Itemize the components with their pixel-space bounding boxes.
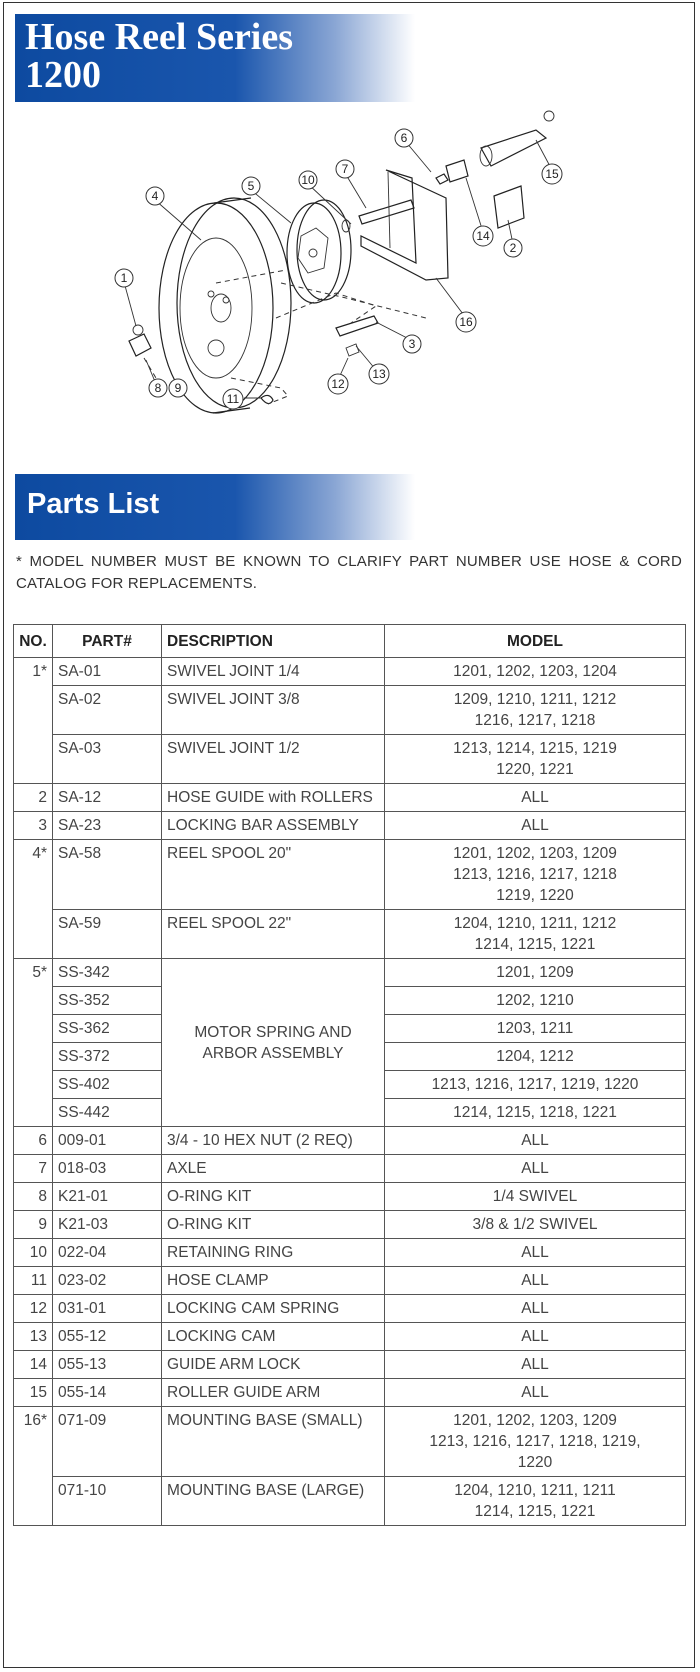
callout-13 [369, 364, 389, 384]
cell-model: ALL [385, 1295, 686, 1323]
cell-no: 5* [14, 959, 53, 1127]
svg-text:11: 11 [226, 392, 240, 406]
cell-part-number: 022-04 [53, 1239, 162, 1267]
cell-description: MOUNTING BASE (SMALL) [162, 1407, 385, 1477]
parts-list-banner [15, 474, 415, 540]
cell-part-number: SS-442 [53, 1099, 162, 1127]
callout-12 [328, 374, 348, 394]
table-row [14, 735, 686, 784]
cell-model: 1202, 1210 [385, 987, 686, 1015]
header-part: PART# [53, 625, 162, 658]
table-row [14, 910, 686, 959]
table-row [14, 1477, 686, 1526]
cell-description: HOSE CLAMP [162, 1267, 385, 1295]
cell-model: ALL [385, 1127, 686, 1155]
cell-part-number: SA-01 [53, 658, 162, 686]
svg-text:7: 7 [341, 162, 349, 176]
cell-model: 1201, 1209 [385, 959, 686, 987]
svg-text:3: 3 [408, 337, 416, 351]
cell-no: 4* [14, 840, 53, 959]
cell-part-number: 071-09 [53, 1407, 162, 1477]
cell-no: 2 [14, 784, 53, 812]
cell-description: REEL SPOOL 20" [162, 840, 385, 910]
cell-part-number: 055-13 [53, 1351, 162, 1379]
cell-part-number: 031-01 [53, 1295, 162, 1323]
cell-no: 12 [14, 1295, 53, 1323]
cell-description: HOSE GUIDE with ROLLERS [162, 784, 385, 812]
svg-text:5: 5 [247, 179, 255, 193]
cell-part-number: SS-342 [53, 959, 162, 987]
cell-part-number: K21-03 [53, 1211, 162, 1239]
cell-no: 9 [14, 1211, 53, 1239]
table-row [14, 1183, 686, 1211]
cell-description: SWIVEL JOINT 1/4 [162, 658, 385, 686]
cell-description: LOCKING CAM [162, 1323, 385, 1351]
table-row [14, 1127, 686, 1155]
table-row [14, 1155, 686, 1183]
model-number-note: * MODEL NUMBER MUST BE KNOWN TO CLARIFY PART NUMBER USE HOSE & CORD CATALOG FOR REPLACEMENTS. [16, 553, 682, 592]
header-no: NO. [14, 625, 53, 658]
table-row [14, 1211, 686, 1239]
parts-list-title: Parts List [27, 488, 160, 520]
table-row [14, 840, 686, 910]
table-row [14, 1295, 686, 1323]
cell-model: ALL [385, 1267, 686, 1295]
cell-description: LOCKING BAR ASSEMBLY [162, 812, 385, 840]
callout-9 [169, 379, 187, 397]
callout-15 [542, 164, 562, 184]
callout-6 [395, 129, 413, 147]
title-line-2: 1200 [25, 54, 101, 96]
cell-no: 7 [14, 1155, 53, 1183]
hose-clamp-drawing [261, 395, 273, 403]
table-row [14, 1239, 686, 1267]
svg-text:13: 13 [372, 367, 386, 381]
cell-description: SWIVEL JOINT 1/2 [162, 735, 385, 784]
cell-description: MOUNTING BASE (LARGE) [162, 1477, 385, 1526]
cell-description: O-RING KIT [162, 1211, 385, 1239]
cell-part-number: 009-01 [53, 1127, 162, 1155]
cell-model: 1/4 SWIVEL [385, 1183, 686, 1211]
cell-model: 1201, 1202, 1203, 1204 [385, 658, 686, 686]
cell-part-number: SA-03 [53, 735, 162, 784]
cell-model: 1213, 1216, 1217, 1219, 1220 [385, 1071, 686, 1099]
cell-model: ALL [385, 1351, 686, 1379]
cell-description: GUIDE ARM LOCK [162, 1351, 385, 1379]
cell-description: LOCKING CAM SPRING [162, 1295, 385, 1323]
svg-text:16: 16 [459, 315, 473, 329]
table-row [14, 658, 686, 686]
callout-7 [336, 160, 354, 178]
callout-10 [299, 171, 317, 189]
cell-no: 14 [14, 1351, 53, 1379]
cell-no: 16* [14, 1407, 53, 1526]
table-row [14, 1267, 686, 1295]
cell-description: AXLE [162, 1155, 385, 1183]
callout-1 [115, 269, 133, 287]
cell-model: ALL [385, 1323, 686, 1351]
table-row [14, 686, 686, 735]
svg-text:1: 1 [120, 271, 128, 285]
svg-text:10: 10 [301, 173, 315, 187]
swivel-joint-drawing [129, 325, 151, 356]
table-row [14, 1379, 686, 1407]
cell-part-number: SS-402 [53, 1071, 162, 1099]
cell-model: 1209, 1210, 1211, 1212 1216, 1217, 1218 [385, 686, 686, 735]
cell-no: 3 [14, 812, 53, 840]
cell-description: REEL SPOOL 22" [162, 910, 385, 959]
cell-model: 1201, 1202, 1203, 1209 1213, 1216, 1217, 1218 1219, 1220 [385, 840, 686, 910]
svg-text:6: 6 [400, 131, 408, 145]
title-line-1: Hose Reel Series [25, 16, 294, 58]
callout-8 [149, 379, 167, 397]
cell-model: 1204, 1212 [385, 1043, 686, 1071]
cell-model: 1204, 1210, 1211, 1212 1214, 1215, 1221 [385, 910, 686, 959]
cell-part-number: K21-01 [53, 1183, 162, 1211]
table-row [14, 1351, 686, 1379]
callout-3 [403, 335, 421, 353]
svg-text:4: 4 [151, 189, 159, 203]
cell-no: 15 [14, 1379, 53, 1407]
cell-model: 1203, 1211 [385, 1015, 686, 1043]
cell-model: 1204, 1210, 1211, 1211 1214, 1215, 1221 [385, 1477, 686, 1526]
parts-table [13, 624, 686, 1526]
callout-4 [146, 187, 164, 205]
cell-part-number: 055-14 [53, 1379, 162, 1407]
header-model: MODEL [385, 625, 686, 658]
cell-description: O-RING KIT [162, 1183, 385, 1211]
cell-no: 1* [14, 658, 53, 784]
svg-text:15: 15 [545, 167, 559, 181]
axle-drawing [342, 200, 414, 232]
cell-no: 8 [14, 1183, 53, 1211]
mounting-base-drawing [361, 170, 448, 280]
cell-description: MOTOR SPRING AND ARBOR ASSEMBLY [162, 959, 385, 1127]
svg-text:8: 8 [154, 381, 162, 395]
cell-model: ALL [385, 812, 686, 840]
cell-description: SWIVEL JOINT 3/8 [162, 686, 385, 735]
table-row [14, 784, 686, 812]
cell-description: 3/4 - 10 HEX NUT (2 REQ) [162, 1127, 385, 1155]
leader-lines [124, 140, 552, 398]
header-description: DESCRIPTION [162, 625, 385, 658]
cell-model: 1201, 1202, 1203, 1209 1213, 1216, 1217, 1218, 1219, 1220 [385, 1407, 686, 1477]
cell-part-number: SS-372 [53, 1043, 162, 1071]
cell-part-number: 023-02 [53, 1267, 162, 1295]
cell-part-number: 055-12 [53, 1323, 162, 1351]
cell-model: ALL [385, 1239, 686, 1267]
table-row [14, 959, 686, 987]
callout-14 [473, 226, 493, 246]
cell-model: ALL [385, 1155, 686, 1183]
cell-part-number: SS-352 [53, 987, 162, 1015]
cell-part-number: 018-03 [53, 1155, 162, 1183]
guide-assembly-drawing [436, 111, 554, 228]
cell-no: 11 [14, 1267, 53, 1295]
table-row [14, 1323, 686, 1351]
cell-model: 1214, 1215, 1218, 1221 [385, 1099, 686, 1127]
table-header-row [14, 625, 686, 658]
page-title [25, 18, 293, 94]
cell-part-number: SA-23 [53, 812, 162, 840]
parts-table-body [14, 658, 686, 1526]
cell-part-number: SS-362 [53, 1015, 162, 1043]
callout-5 [242, 177, 260, 195]
cell-part-number: SA-02 [53, 686, 162, 735]
cell-no: 10 [14, 1239, 53, 1267]
cell-model: 3/8 & 1/2 SWIVEL [385, 1211, 686, 1239]
locking-bar-drawing [336, 316, 378, 356]
table-row [14, 1407, 686, 1477]
cell-no: 6 [14, 1127, 53, 1155]
table-row [14, 812, 686, 840]
cell-model: 1213, 1214, 1215, 1219 1220, 1221 [385, 735, 686, 784]
exploded-parts-diagram [16, 108, 686, 468]
cell-no: 13 [14, 1323, 53, 1351]
cell-model: ALL [385, 784, 686, 812]
svg-text:14: 14 [476, 229, 490, 243]
title-banner [15, 14, 415, 102]
callout-16 [456, 312, 476, 332]
cell-part-number: SA-58 [53, 840, 162, 910]
cell-part-number: SA-59 [53, 910, 162, 959]
cell-part-number: 071-10 [53, 1477, 162, 1526]
svg-text:2: 2 [509, 241, 517, 255]
cell-model: ALL [385, 1379, 686, 1407]
svg-text:12: 12 [331, 377, 345, 391]
cell-description: RETAINING RING [162, 1239, 385, 1267]
cell-description: ROLLER GUIDE ARM [162, 1379, 385, 1407]
cell-part-number: SA-12 [53, 784, 162, 812]
callout-11 [223, 389, 243, 409]
svg-text:9: 9 [174, 381, 182, 395]
callout-2 [504, 239, 522, 257]
